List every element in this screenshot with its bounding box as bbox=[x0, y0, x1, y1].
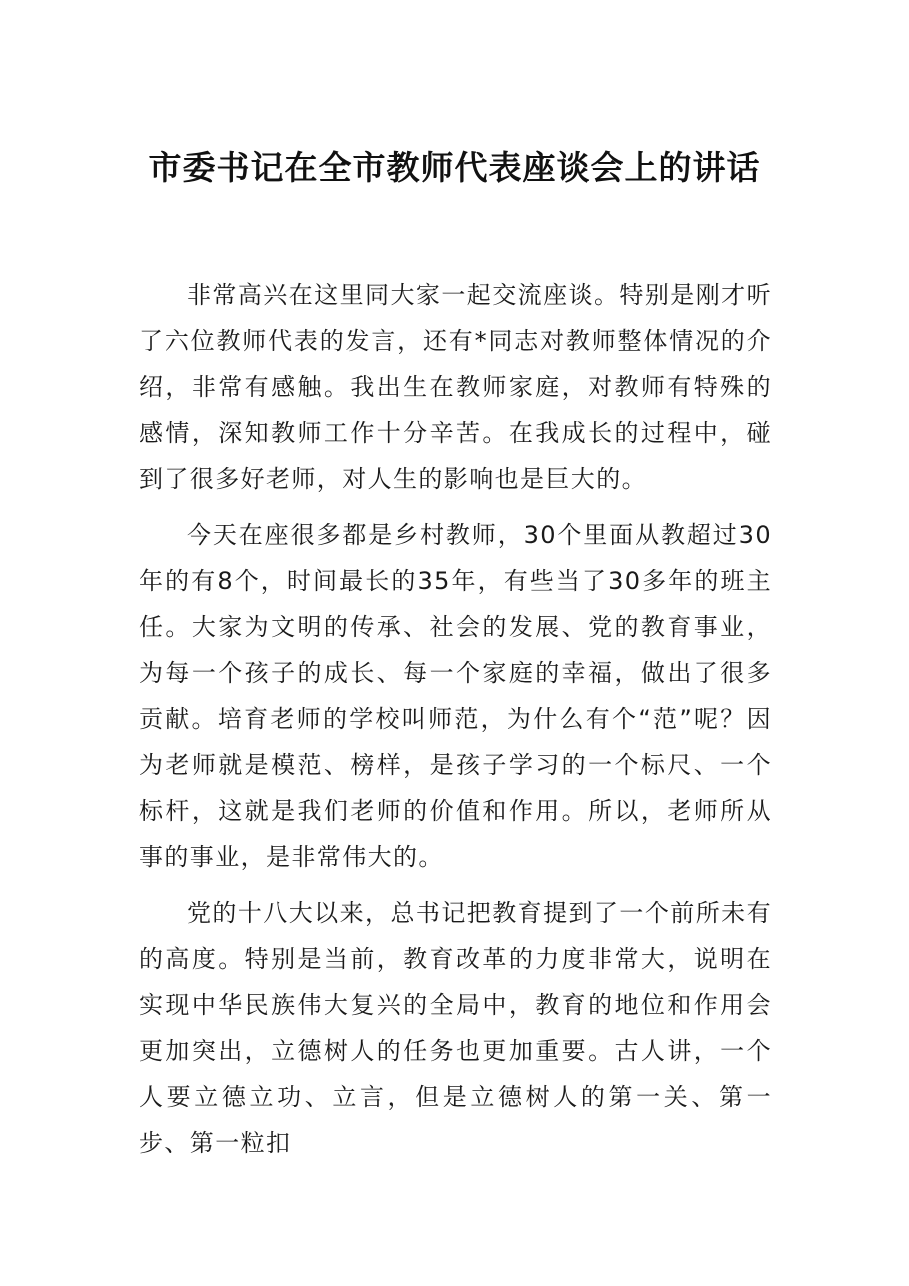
paragraph-2: 今天在座很多都是乡村教师，30个里面从教超过30年的有8个，时间最长的35年，有些当了30多年的班主任。大家为文明的传承、社会的发展、党的教育事业，为每一个孩子的成长、每一个家庭的幸福，做出了很多贡献。培育老师的学校叫师范，为什么有个“范”呢？因为老师就是模范、榜样，是孩子学习的一个标尺、一个标杆，这就是我们老师的价值和作用。所以，老师所从事的事业，是非常伟大的。 bbox=[139, 521, 772, 871]
paragraph-3: 党的十八大以来，总书记把教育提到了一个前所未有的高度。特别是当前，教育改革的力度非常大，说明在实现中华民族伟大复兴的全局中，教育的地位和作用会更加突出，立德树人的任务也更加重要。古人讲，一个人要立德立功、立言，但是立德树人的第一关、第一步、第一粒扣 bbox=[139, 899, 772, 1157]
document-title: 市委书记在全市教师代表座谈会上的讲话 bbox=[148, 148, 761, 187]
paragraph-1: 非常高兴在这里同大家一起交流座谈。特别是刚才听了六位教师代表的发言，还有*同志对教师整体情况的介绍，非常有感触。我出生在教师家庭，对教师有特殊的感情，深知教师工作十分辛苦。在我成长的过程中，碰到了很多好老师，对人生的影响也是巨大的。 bbox=[139, 281, 772, 493]
document-body bbox=[139, 272, 772, 1176]
